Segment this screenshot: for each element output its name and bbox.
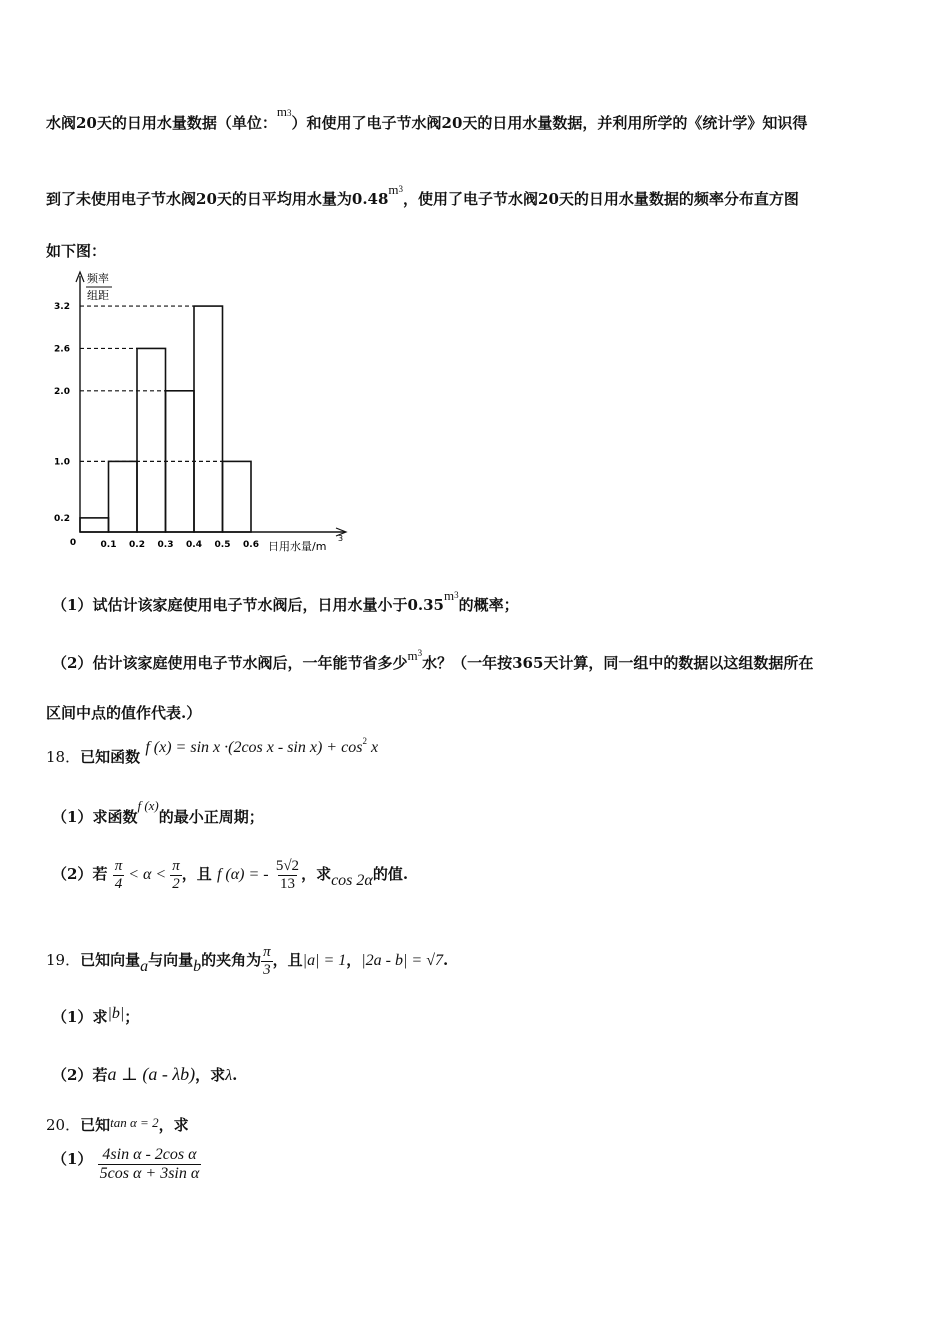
q18-function: f (x) <box>137 798 159 813</box>
x-axis-label: 日用水量/m <box>268 540 327 553</box>
q20-fraction: $\frac{\text{4sin α - 2cos α}}{\text{5cos α + 3sin α}}$ <box>99 1146 200 1182</box>
question-number: 18． <box>46 748 81 766</box>
unit-exp: 3 <box>454 590 459 600</box>
y-tick-label: 3.2 <box>54 302 70 313</box>
q18-part-1 <box>52 798 264 827</box>
frequency-histogram <box>40 268 360 568</box>
q17-p1-text: 的概率； <box>458 596 519 614</box>
histogram-bar <box>223 461 252 532</box>
value-fraction: $\frac{5√2}{13}$ <box>275 858 300 892</box>
q18-text: 已知函数 <box>80 748 141 766</box>
q19-p1-text: ； <box>124 1008 140 1026</box>
intro-line-2 <box>46 182 799 209</box>
q18-p2-text: ，且 <box>181 865 212 883</box>
q17-part-2-cont <box>46 702 201 723</box>
inequality: < α < <box>124 866 171 883</box>
unit-m: m <box>443 588 455 603</box>
q19-part-2 <box>52 1064 237 1085</box>
f-alpha: f (α) = - <box>216 866 269 883</box>
x-tick-label: 0.2 <box>129 540 145 550</box>
part-label: （2） <box>52 1066 93 1084</box>
q18-p2-text: 若 <box>92 865 108 883</box>
intro-line-1 <box>46 104 808 133</box>
unit-exp: 3 <box>398 184 404 194</box>
tan-condition: tan α = 2 <box>110 1115 159 1130</box>
x-axis-label-exp: 3 <box>338 534 344 543</box>
pi-over-2: $\frac{\pi}{2}$ <box>172 858 180 892</box>
part-label: （1） <box>52 1150 93 1169</box>
q19-p1-text: 求 <box>92 1008 108 1026</box>
q18-formula: x <box>366 739 379 756</box>
histogram-bar <box>137 348 166 532</box>
intro-text: 如下图： <box>46 242 107 260</box>
part-label: （1） <box>52 596 93 614</box>
q17-p2-text: 估计该家庭使用电子节水阀后，一年能节省多少 <box>92 654 408 672</box>
lambda: λ <box>225 1067 233 1084</box>
ylabel-bottom: 组距 <box>87 289 109 302</box>
question-number: 19． <box>46 951 81 969</box>
q19-stem <box>46 944 448 978</box>
x-tick-label: 0.4 <box>186 540 202 550</box>
q19-text: 已知向量 <box>80 951 141 969</box>
part-label: （1） <box>52 808 93 826</box>
q17-p1-text: 试估计该家庭使用电子节水阀后，日用水量小于0.35 <box>92 596 444 614</box>
q19-text: . <box>442 951 449 969</box>
unit-exp: 3 <box>417 648 423 658</box>
unit-m: m <box>388 182 399 197</box>
y-tick-label: 1.0 <box>54 457 70 468</box>
histogram-bar <box>194 306 223 532</box>
origin-label: 0 <box>69 538 77 548</box>
q17-p2-text: 区间中点的值作代表.） <box>46 704 202 722</box>
perpendicular-condition: a ⊥ (a - λb) <box>107 1064 196 1084</box>
q19-text: ，且 <box>272 951 303 969</box>
y-tick-label: 2.0 <box>54 386 70 397</box>
question-number: 20． <box>46 1116 81 1134</box>
q20-text: ，求 <box>158 1116 189 1134</box>
vector-a: a <box>140 958 149 975</box>
part-label: （2） <box>52 865 93 883</box>
unit-m: m <box>407 648 418 663</box>
unit-m: m <box>276 104 288 119</box>
ylabel-top: 频率 <box>87 272 109 285</box>
pi-over-4: $\frac{\pi}{4}$ <box>114 858 123 892</box>
intro-text: 水阀20天的日用水量数据（单位： <box>46 114 277 132</box>
q19-text: 与向量 <box>148 951 194 969</box>
pi-over-3: $\frac{\pi}{3}$ <box>263 944 271 978</box>
x-tick-label: 0.5 <box>214 540 231 550</box>
q20-stem <box>46 1114 189 1135</box>
x-tick-label: 0.1 <box>100 540 117 550</box>
q19-p2-text: . <box>232 1066 238 1084</box>
q19-part-1 <box>52 1006 139 1027</box>
intro-text: ）和使用了电子节水阀20天的日用水量数据，并利用所学的《统计学》知识得 <box>291 114 808 132</box>
q18-p2-text: 的值. <box>372 865 409 883</box>
cos-2-alpha: cos 2α <box>331 872 373 889</box>
q19-p2-text: 若 <box>92 1066 108 1084</box>
q17-part-1 <box>52 588 519 615</box>
abs-b: |b| <box>107 1005 125 1022</box>
q19-text: ， <box>346 951 362 969</box>
q18-p2-text: ，求 <box>301 865 332 883</box>
abs-a: |a| = 1 <box>302 952 347 969</box>
vector-b: b <box>193 958 202 975</box>
q19-p2-text: ，求 <box>195 1066 226 1084</box>
q17-p2-text: 水？（一年按365天计算，同一组中的数据以这组数据所在 <box>422 654 814 672</box>
y-tick-label: 2.6 <box>54 344 70 355</box>
part-label: （1） <box>52 1008 93 1026</box>
histogram-bar <box>80 518 109 532</box>
q18-p1-text: 求函数 <box>92 808 138 826</box>
q18-part-2 <box>52 858 408 892</box>
unit-exp: 3 <box>287 108 292 118</box>
intro-text: ，使用了电子节水阀20天的日用水量数据的频率分布直方图 <box>403 190 799 208</box>
intro-line-3 <box>46 240 106 261</box>
histogram-bar <box>109 461 138 532</box>
q20-text: 已知 <box>80 1116 111 1134</box>
x-tick-label: 0.3 <box>157 540 174 550</box>
q18-formula: f (x) = sin x ·(2cos x - sin x) + cos <box>145 739 363 756</box>
q18-stem <box>46 736 379 767</box>
q19-text: 的夹角为 <box>201 951 262 969</box>
q20-part-1 <box>52 1146 201 1182</box>
q17-part-2 <box>52 648 814 673</box>
intro-text: 到了未使用电子节水阀20天的日平均用水量为0.48 <box>46 190 389 208</box>
part-label: （2） <box>52 654 93 672</box>
y-tick-label: 0.2 <box>54 513 70 524</box>
abs-expression: |2a - b| = √7 <box>361 952 443 969</box>
x-tick-label: 0.6 <box>243 540 259 550</box>
q18-p1-text: 的最小正周期； <box>158 808 264 826</box>
q18-formula-exp: 2 <box>362 736 367 746</box>
